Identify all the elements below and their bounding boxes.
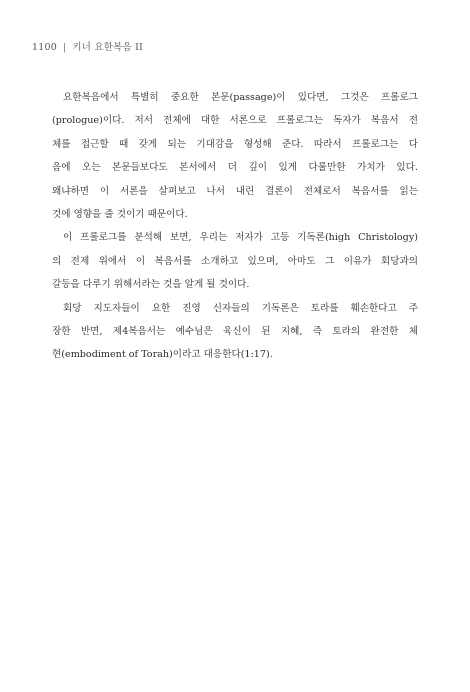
paragraph-1-line-5: 왜냐하면 이 서론을 살펴보고 나서 내린 결론이 전체로서 복음서를 읽는 — [52, 185, 418, 197]
body-text — [52, 86, 418, 367]
paragraph-1-line-6: 것에 영향을 줄 것이기 때문이다. — [52, 208, 188, 220]
paragraph-3-line-2: 장한 반면, 제4복음서는 예수님은 육신이 된 지혜, 즉 토라의 완전한 체 — [52, 325, 418, 337]
page-number: 1100 — [32, 42, 57, 53]
paragraph-1-line-4: 음에 오는 본문들보다도 본서에서 더 깊이 있게 다룰만한 가치가 있다. — [52, 162, 418, 174]
paragraph-1-line-2: (prologue)이다. 저서 전체에 대한 서론으로 프롤로그는 독자가 복음서 전 — [52, 115, 418, 127]
paragraph-3-line-1: 회당 지도자들이 요한 진영 신자들의 기독론은 토라를 훼손한다고 주 — [63, 302, 418, 314]
paragraph-3-line-3: 현(embodiment of Torah)이라고 대응한다(1:17). — [52, 349, 273, 361]
paragraph-2-line-3: 갈등을 다루기 위해서라는 것을 알게 될 것이다. — [52, 279, 250, 291]
paragraph-1-line-3: 체를 접근할 때 갖게 되는 기대감을 형성해 준다. 따라서 프롤로그는 다 — [52, 138, 418, 150]
running-header — [32, 39, 143, 53]
paragraph-2-line-2: 의 전제 위에서 이 복음서를 소개하고 있으며, 아마도 그 이유가 회당과의 — [52, 255, 418, 267]
paragraph-1-line-1: 요한복음에서 특별히 중요한 본문(passage)이 있다면, 그것은 프롤로그 — [63, 92, 418, 103]
paragraph-2-line-1: 이 프롤로그를 분석해 보면, 우리는 저자가 고등 기독론(high Christology) — [63, 232, 418, 244]
header-separator: | — [62, 42, 67, 53]
book-title: 키너 요한복음 II — [72, 42, 143, 53]
